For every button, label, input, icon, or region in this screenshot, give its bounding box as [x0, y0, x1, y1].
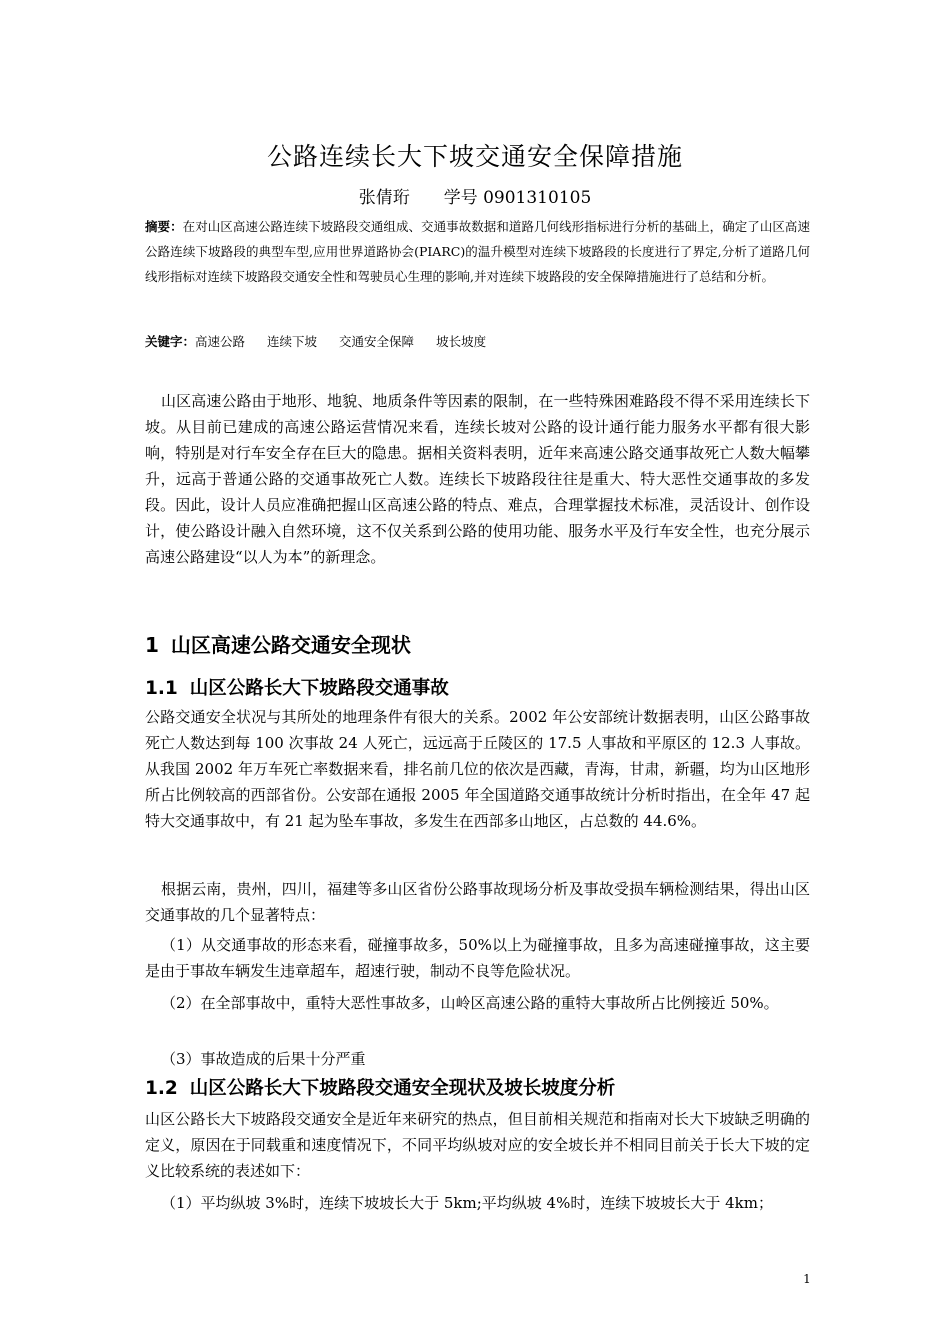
keyword-item: 连续下坡: [267, 334, 318, 349]
abstract-text: 在对山区高速公路连续下坡路段交通组成、交通事故数据和道路几何线形指标进行分析的基础上，确定了山区高速公路连续下坡路段的典型车型,应用世界道路协会(PIARC)的温升模型对连续下坡路段的长度进行了界定,分析了道路几何线形指标对连续下坡路段交通安全性和驾驶员心生理的影响,并对连续下坡路段的安全保障措施进行了总结和分析。: [145, 219, 810, 284]
keyword-item: 高速公路: [195, 334, 246, 349]
intro-paragraph: 山区高速公路由于地形、地貌、地质条件等因素的限制，在一些特殊困难路段不得不采用连续长下坡。从目前已建成的高速公路运营情况来看，连续长坡对公路的设计通行能力服务水平都有很大影响，特别是对行车安全存在巨大的隐患。据相关资料表明，近年来高速公路交通事故死亡人数大幅攀升，远高于普通公路的交通事故死亡人数。连续长下坡路段往往是重大、特大恶性交通事故的多发段。因此，设计人员应准确把握山区高速公路的特点、难点，合理掌握技术标准，灵活设计、创作设计，使公路设计融入自然环境，这不仅关系到公路的使用功能、服务水平及行车安全性，也充分展示高速公路建设“以人为本”的新理念。: [145, 392, 810, 566]
section-1-heading: [145, 628, 810, 662]
section-number: 1: [145, 633, 159, 657]
author-name: 张倩珩: [358, 188, 410, 208]
abstract-label: 摘要：: [145, 219, 183, 234]
keyword-item: 交通安全保障: [339, 334, 415, 349]
keywords-label: 关键字：: [145, 334, 196, 349]
list-item: （1）从交通事故的形态来看，碰撞事故多，50%以上为碰撞事故，且多为高速碰撞事故，这主要是由于事故车辆发生违章超车，超速行驶，制动不良等危险状况。: [145, 936, 810, 980]
document-title: 公路连续长大下坡交通安全保障措施: [266, 142, 683, 171]
section-1-1-paragraph: 公路交通安全状况与其所处的地理条件有很大的关系。2002 年公安部统计数据表明，山区公路事故死亡人数达到每 100 次事故 24 人死亡，远远高于丘陵区的 17.5 人事故和平原区的 12.3 人事故。从我国 2002 年万车死亡率数据来看，排名前几位的依次是西藏，青海，甘肃，新疆，均为山区地形所占比例较高的西部省份。公安部在通报 2005 年全国道路交通事故统计分析时指出，在全年 47 起特大交通事故中，有 21 起为坠车事故，多发生在西部多山地区，占总数的 44.6%。: [145, 708, 810, 830]
list-item: （3）事故造成的后果十分严重: [161, 1050, 366, 1068]
keywords: [145, 330, 810, 354]
section-number: 1.2: [145, 1078, 178, 1099]
student-id: 学号 0901310105: [443, 188, 592, 208]
author-line: [0, 185, 950, 211]
section-title: 山区公路长大下坡路段交通安全现状及坡长坡度分析: [189, 1078, 616, 1099]
section-1-1-heading: [145, 674, 810, 704]
list-item: （1）平均纵坡 3%时，连续下坡坡长大于 5km;平均纵坡 4%时，连续下坡坡长大于 4km；: [161, 1194, 773, 1212]
section-1-1-paragraph: 根据云南，贵州，四川，福建等多山区省份公路事故现场分析及事故受损车辆检测结果，得出山区交通事故的几个显著特点：: [145, 880, 810, 924]
abstract: [145, 214, 810, 289]
page-number: 1: [803, 1272, 811, 1286]
section-1-2-heading: [145, 1074, 810, 1104]
list-item: （2）在全部事故中，重特大恶性事故多，山岭区高速公路的重特大事故所占比例接近 50%。: [161, 994, 779, 1012]
section-number: 1.1: [145, 678, 178, 699]
keyword-item: 坡长坡度: [436, 334, 487, 349]
section-1-2-paragraph: 山区公路长大下坡路段交通安全是近年来研究的热点，但目前相关规范和指南对长大下坡缺乏明确的定义，原因在于同载重和速度情况下，不同平均纵坡对应的安全坡长并不相同目前关于长大下坡的定义比较系统的表述如下：: [145, 1110, 810, 1180]
section-title: 山区公路长大下坡路段交通事故: [189, 678, 449, 699]
section-title: 山区高速公路交通安全现状: [170, 633, 411, 657]
